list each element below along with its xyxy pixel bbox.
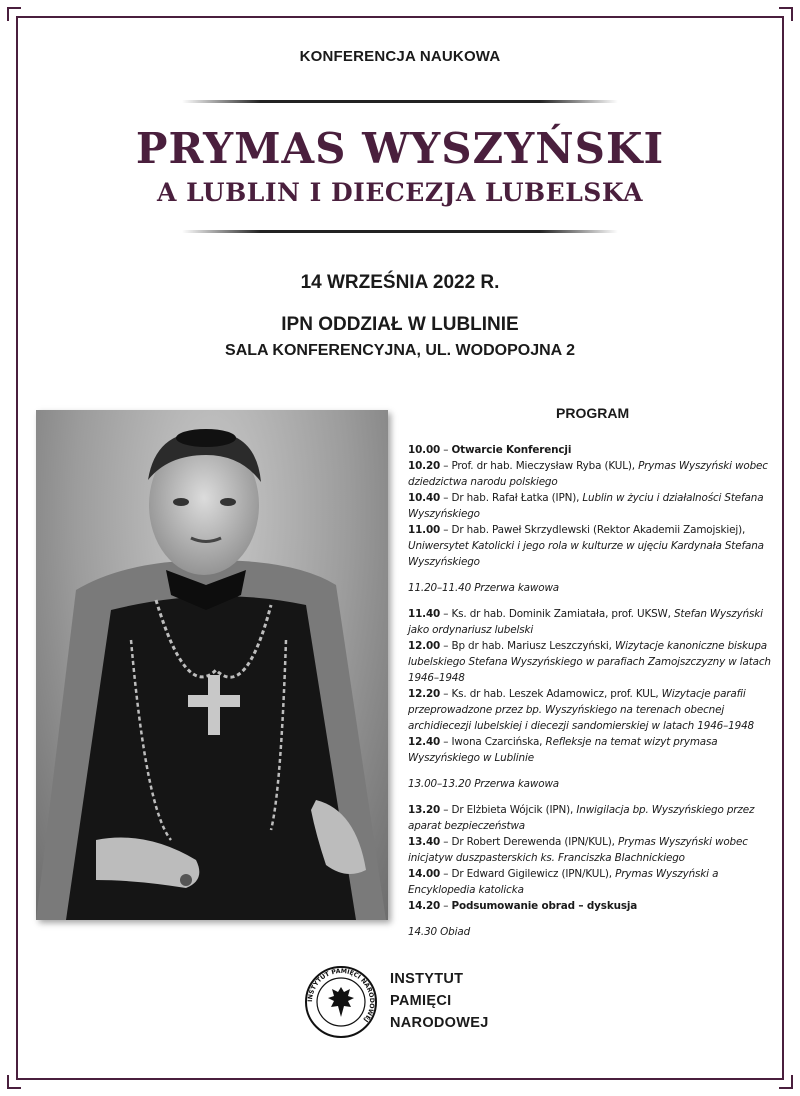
program-item-3: 11.00 – Dr hab. Paweł Skrzydlewski (Rektor Akademii Zamojskiej), Uniwersytet Katolicki i jego rola w kulturze w ujęciu Kardynała Stefana Wyszyńskiego xyxy=(408,524,764,568)
program-item-9: 13.40 – Dr Robert Derewenda (IPN/KUL), Prymas Wyszyński wobec inicjatyw duszpasterskich ks. Franciszka Blachnickiego xyxy=(408,836,748,864)
program-item-7: 12.40 – Iwona Czarcińska, Refleksje na temat wizyt prymasa Wyszyńskiego w Lublinie xyxy=(408,736,718,764)
item-talk-title: Prymas Wyszyński wobec inicjatyw duszpasterskich ks. Franciszka Blachnickiego xyxy=(408,836,748,864)
item-desc: Dr hab. Rafał Łatka (IPN), xyxy=(451,492,583,504)
item-desc: Ks. dr hab. Leszek Adamowicz, prof. KUL, xyxy=(451,688,662,700)
conference-kicker: KONFERENCJA NAUKOWA xyxy=(299,48,501,65)
portrait-illustration xyxy=(36,410,388,920)
item-time: 12.20 xyxy=(408,688,441,700)
program-item-0: 10.00 – Otwarcie Konferencji xyxy=(408,444,572,456)
main-title: PRYMAS WYSZYŃSKI xyxy=(135,124,665,173)
item-desc: Otwarcie Konferencji xyxy=(451,444,572,456)
program-list xyxy=(408,442,772,950)
program-item-8: 13.20 – Dr Elżbieta Wójcik (IPN), Inwigilacja bp. Wyszyńskiego przez aparat bezpieczeństwa xyxy=(408,804,755,832)
item-time: 10.00 xyxy=(408,444,441,456)
frame-corner-top-left xyxy=(7,7,21,21)
ipn-logo-icon xyxy=(304,965,378,1039)
program-item-10: 14.00 – Dr Edward Gigilewicz (IPN/KUL), Prymas Wyszyński a Encyklopedia katolicka xyxy=(408,868,719,896)
org-line-2: PAMIĘCI xyxy=(390,993,452,1009)
coffee-break-2: 13.00–13.20 Przerwa kawowa xyxy=(408,778,560,790)
frame-corner-bottom-left xyxy=(7,1075,21,1089)
program-item-6: 12.20 – Ks. dr hab. Leszek Adamowicz, prof. KUL, Wizytacje parafii przeprowadzone przez bp. Wyszyńskiego na terenach obecnej archidiecezji lubelskiej i diecezji sandomierskiej w latach 1946–1948 xyxy=(408,688,755,732)
portrait-photo xyxy=(36,410,388,920)
program-item-4: 11.40 – Ks. dr hab. Dominik Zamiatała, prof. UKSW, Stefan Wyszyński jako ordynariusz lubelski xyxy=(408,608,763,636)
sub-title: A LUBLIN I DIECEZJA LUBELSKA xyxy=(157,178,643,207)
event-venue-detail: SALA KONFERENCYJNA, UL. WODOPOJNA 2 xyxy=(225,342,575,359)
item-desc: Dr Edward Gigilewicz (IPN/KUL), xyxy=(451,868,616,880)
item-talk-title: Prymas Wyszyński a Encyklopedia katolicka xyxy=(408,868,719,896)
item-talk-title: Stefan Wyszyński jako ordynariusz lubelski xyxy=(408,608,763,636)
frame-corner-top-right xyxy=(779,7,793,21)
item-talk-title: Refleksje na temat wizyt prymasa Wyszyńskiego w Lublinie xyxy=(408,736,718,764)
item-desc: Dr Robert Derewenda (IPN/KUL), xyxy=(451,836,618,848)
title-rule-top xyxy=(182,100,618,103)
item-time: 13.40 xyxy=(408,836,441,848)
item-desc: Prof. dr hab. Mieczysław Ryba (KUL), xyxy=(451,460,639,472)
item-desc: Dr Elżbieta Wójcik (IPN), xyxy=(451,804,577,816)
program-item-1: 10.20 – Prof. dr hab. Mieczysław Ryba (KUL), Prymas Wyszyński wobec dziedzictwa narodu polskiego xyxy=(408,460,768,488)
item-time: 12.00 xyxy=(408,640,441,652)
item-talk-title: Uniwersytet Katolicki i jego rola w kulturze w ujęciu Kardynała Stefana Wyszyńskiego xyxy=(408,540,764,568)
org-line-1: INSTYTUT xyxy=(390,971,464,987)
ipn-logo-text xyxy=(390,968,489,1034)
event-date: 14 WRZEŚNIA 2022 R. xyxy=(300,272,500,293)
item-time: 13.20 xyxy=(408,804,441,816)
item-time: 14.20 xyxy=(408,900,441,912)
item-desc: Bp dr hab. Mariusz Leszczyński, xyxy=(451,640,615,652)
item-talk-title: Wizytacje kanoniczne biskupa lubelskiego Stefana Wyszyńskiego w parafiach Zamojszczyzny w latach 1946–1948 xyxy=(408,640,771,684)
item-desc: Dr hab. Paweł Skrzydlewski (Rektor Akademii Zamojskiej), xyxy=(451,524,746,536)
coffee-break-1: 11.20–11.40 Przerwa kawowa xyxy=(408,582,560,594)
event-venue: IPN ODDZIAŁ W LUBLINIE xyxy=(281,314,519,335)
item-time: 11.00 xyxy=(408,524,441,536)
program-item-2: 10.40 – Dr hab. Rafał Łatka (IPN), Lublin w życiu i działalności Stefana Wyszyńskiego xyxy=(408,492,764,520)
item-desc: Podsumowanie obrad – dyskusja xyxy=(451,900,638,912)
item-time: 14.00 xyxy=(408,868,441,880)
frame-corner-bottom-right xyxy=(779,1075,793,1089)
program-item-5: 12.00 – Bp dr hab. Mariusz Leszczyński, Wizytacje kanoniczne biskupa lubelskiego Stefana Wyszyńskiego w parafiach Zamojszczyzny w latach 1946–1948 xyxy=(408,640,771,684)
program-item-11: 14.20 – Podsumowanie obrad – dyskusja xyxy=(408,900,638,912)
item-desc: Ks. dr hab. Dominik Zamiatała, prof. UKSW, xyxy=(451,608,674,620)
svg-text:INSTYTUT PAMIĘCI NARODOWEJ: INSTYTUT PAMIĘCI NARODOWEJ xyxy=(306,967,376,1024)
org-line-3: NARODOWEJ xyxy=(390,1015,489,1031)
item-talk-title: Wizytacje parafii przeprowadzone przez bp. Wyszyńskiego na terenach obecnej archidiecezji lubelskiej i diecezji sandomierskiej w latach 1946–1948 xyxy=(408,688,755,732)
item-talk-title: Prymas Wyszyński wobec dziedzictwa narodu polskiego xyxy=(408,460,768,488)
item-time: 10.20 xyxy=(408,460,441,472)
item-time: 10.40 xyxy=(408,492,441,504)
item-talk-title: Lublin w życiu i działalności Stefana Wyszyńskiego xyxy=(408,492,764,520)
lunch-note: 14.30 Obiad xyxy=(408,926,471,938)
title-rule-bottom xyxy=(182,230,618,233)
item-talk-title: Inwigilacja bp. Wyszyńskiego przez aparat bezpieczeństwa xyxy=(408,804,755,832)
program-heading: PROGRAM xyxy=(556,405,630,421)
item-time: 12.40 xyxy=(408,736,441,748)
item-time: 11.40 xyxy=(408,608,441,620)
item-desc: Iwona Czarcińska, xyxy=(451,736,546,748)
